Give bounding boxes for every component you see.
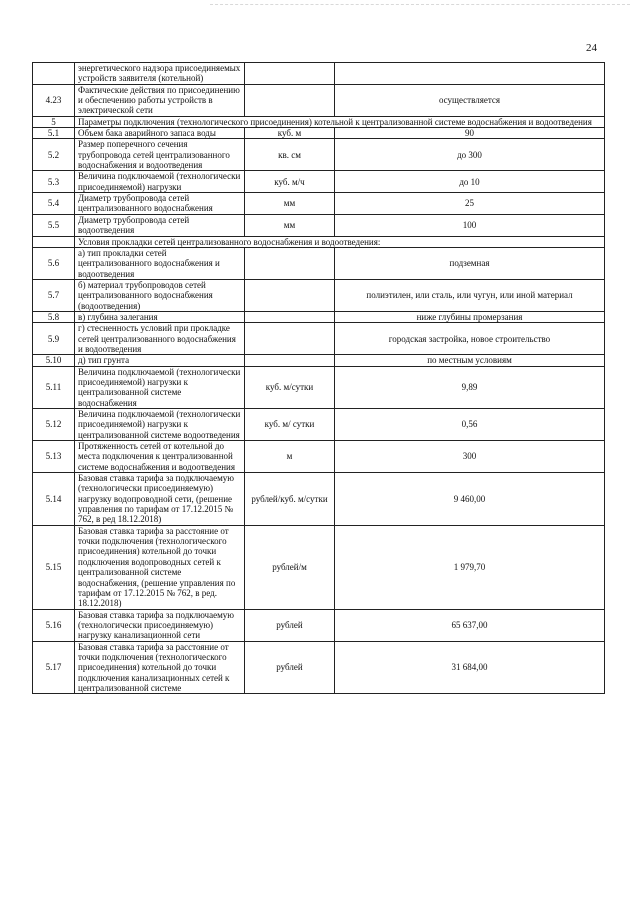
row-number: 5.4 xyxy=(33,193,75,215)
row-number: 5.11 xyxy=(33,366,75,408)
parameter-name: Величина подключаемой (технологически присоединяемой) нагрузки к централизованной системе водоотведения xyxy=(75,409,245,441)
scan-top-line xyxy=(210,4,630,5)
unit-cell: рублей/м xyxy=(245,525,335,609)
parameter-name: г) стесненность условий при прокладке сетей централизованного водоснабжения и водоотведения xyxy=(75,323,245,355)
unit-cell: м xyxy=(245,441,335,473)
value-cell: до 10 xyxy=(335,171,605,193)
parameter-name: Величина подключаемой (технологически присоединяемой) нагрузки к централизованной системе водоснабжения xyxy=(75,366,245,408)
unit-cell: рублей/куб. м/сутки xyxy=(245,473,335,526)
page-number: 24 xyxy=(586,42,597,54)
row-number: 5.13 xyxy=(33,441,75,473)
parameter-name: Величина подключаемой (технологически присоединяемой) нагрузки xyxy=(75,171,245,193)
unit-cell: куб. м xyxy=(245,128,335,139)
unit-cell: куб. м/ сутки xyxy=(245,409,335,441)
value-cell: 9 460,00 xyxy=(335,473,605,526)
row-number: 5.16 xyxy=(33,609,75,641)
row-number: 5.12 xyxy=(33,409,75,441)
unit-cell: куб. м/сутки xyxy=(245,366,335,408)
row-number: 5 xyxy=(33,116,75,127)
parameter-name: Базовая ставка тарифа за подключаемую (технологически присоединяемую) нагрузку канализационной сети xyxy=(75,609,245,641)
row-number: 5.8 xyxy=(33,311,75,322)
value-cell: ниже глубины промерзания xyxy=(335,311,605,322)
table-row xyxy=(33,63,605,85)
row-number xyxy=(33,63,75,85)
parameter-name: Базовая ставка тарифа за расстояние от точки подключения (технологического присоединения) котельной до точки подключения водопроводных сетей к централизованной системе водоснабжения, (решение управления по тарифам от 17.12.2015 № 762, в ред. 18.12.2018) xyxy=(75,525,245,609)
parameter-name: энергетического надзора присоединяемых устройств заявителя (котельной) xyxy=(75,63,245,85)
table-row xyxy=(33,236,605,247)
value-cell: 0,56 xyxy=(335,409,605,441)
value-cell: полиэтилен, или сталь, или чугун, или иной материал xyxy=(335,279,605,311)
value-cell: до 300 xyxy=(335,139,605,171)
table-row xyxy=(33,311,605,322)
row-number: 5.10 xyxy=(33,355,75,366)
parameter-name: в) глубина залегания xyxy=(75,311,245,322)
table-row xyxy=(33,279,605,311)
row-number: 5.17 xyxy=(33,641,75,694)
value-cell: 1 979,70 xyxy=(335,525,605,609)
parameter-name: б) материал трубопроводов сетей централизованного водоснабжения (водоотведения) xyxy=(75,279,245,311)
table-row xyxy=(33,409,605,441)
unit-cell xyxy=(245,84,335,116)
value-cell: 31 684,00 xyxy=(335,641,605,694)
unit-cell xyxy=(245,63,335,85)
table-row xyxy=(33,323,605,355)
table-row xyxy=(33,641,605,694)
parameter-name: Диаметр трубопровода сетей водоотведения xyxy=(75,214,245,236)
row-number: 5.3 xyxy=(33,171,75,193)
parameter-name: Фактические действия по присоединению и обеспечению работы устройств в электрической сети xyxy=(75,84,245,116)
table-row xyxy=(33,609,605,641)
value-cell xyxy=(335,63,605,85)
value-cell: 300 xyxy=(335,441,605,473)
row-number: 5.5 xyxy=(33,214,75,236)
row-number: 5.9 xyxy=(33,323,75,355)
table-row xyxy=(33,116,605,127)
value-cell: 65 637,00 xyxy=(335,609,605,641)
parameter-name: Размер поперечного сечения трубопровода сетей централизованного водоснабжения и водоотведения xyxy=(75,139,245,171)
value-cell: городская застройка, новое строительство xyxy=(335,323,605,355)
unit-cell: мм xyxy=(245,214,335,236)
parameter-name: Базовая ставка тарифа за расстояние от точки подключения (технологического присоединения) котельной до точки подключения канализационных сетей к централизованной системе xyxy=(75,641,245,694)
value-cell: подземная xyxy=(335,247,605,279)
unit-cell xyxy=(245,247,335,279)
table-row xyxy=(33,355,605,366)
table-row xyxy=(33,139,605,171)
unit-cell: рублей xyxy=(245,641,335,694)
parameter-name: Объем бака аварийного запаса воды xyxy=(75,128,245,139)
unit-cell: куб. м/ч xyxy=(245,171,335,193)
table-row xyxy=(33,193,605,215)
unit-cell: кв. см xyxy=(245,139,335,171)
row-number: 4.23 xyxy=(33,84,75,116)
row-number xyxy=(33,236,75,247)
table-body xyxy=(33,63,605,694)
value-cell: осуществляется xyxy=(335,84,605,116)
table-row xyxy=(33,214,605,236)
value-cell: 90 xyxy=(335,128,605,139)
value-cell: 25 xyxy=(335,193,605,215)
parameter-name: Протяженность сетей от котельной до места подключения к централизованной системе водоснабжения и водоотведения xyxy=(75,441,245,473)
row-number: 5.1 xyxy=(33,128,75,139)
row-number: 5.14 xyxy=(33,473,75,526)
unit-cell xyxy=(245,355,335,366)
parameter-name: а) тип прокладки сетей централизованного водоснабжения и водоотведения xyxy=(75,247,245,279)
table-row xyxy=(33,84,605,116)
unit-cell: мм xyxy=(245,193,335,215)
row-number: 5.2 xyxy=(33,139,75,171)
parameter-name: Параметры подключения (технологического присоединения) котельной к централизованной системе водоснабжения и водоотведения xyxy=(75,116,605,127)
table-row xyxy=(33,366,605,408)
table-row xyxy=(33,128,605,139)
value-cell: 9,89 xyxy=(335,366,605,408)
table-row xyxy=(33,525,605,609)
parameter-name: Условия прокладки сетей централизованного водоснабжения и водоотведения: xyxy=(75,236,605,247)
table-row xyxy=(33,441,605,473)
parameter-name: д) тип грунта xyxy=(75,355,245,366)
unit-cell xyxy=(245,323,335,355)
table-row xyxy=(33,171,605,193)
parameter-name: Базовая ставка тарифа за подключаемую (технологически присоединяемую) нагрузку водопроводной сети, (решение управления по тарифам от 17.12.2015 № 762, в ред 18.12.2018) xyxy=(75,473,245,526)
parameter-name: Диаметр трубопровода сетей централизованного водоснабжения xyxy=(75,193,245,215)
parameters-table xyxy=(32,62,605,694)
value-cell: 100 xyxy=(335,214,605,236)
row-number: 5.7 xyxy=(33,279,75,311)
row-number: 5.15 xyxy=(33,525,75,609)
unit-cell xyxy=(245,311,335,322)
value-cell: по местным условиям xyxy=(335,355,605,366)
unit-cell xyxy=(245,279,335,311)
row-number: 5.6 xyxy=(33,247,75,279)
unit-cell: рублей xyxy=(245,609,335,641)
table-row xyxy=(33,473,605,526)
table-row xyxy=(33,247,605,279)
